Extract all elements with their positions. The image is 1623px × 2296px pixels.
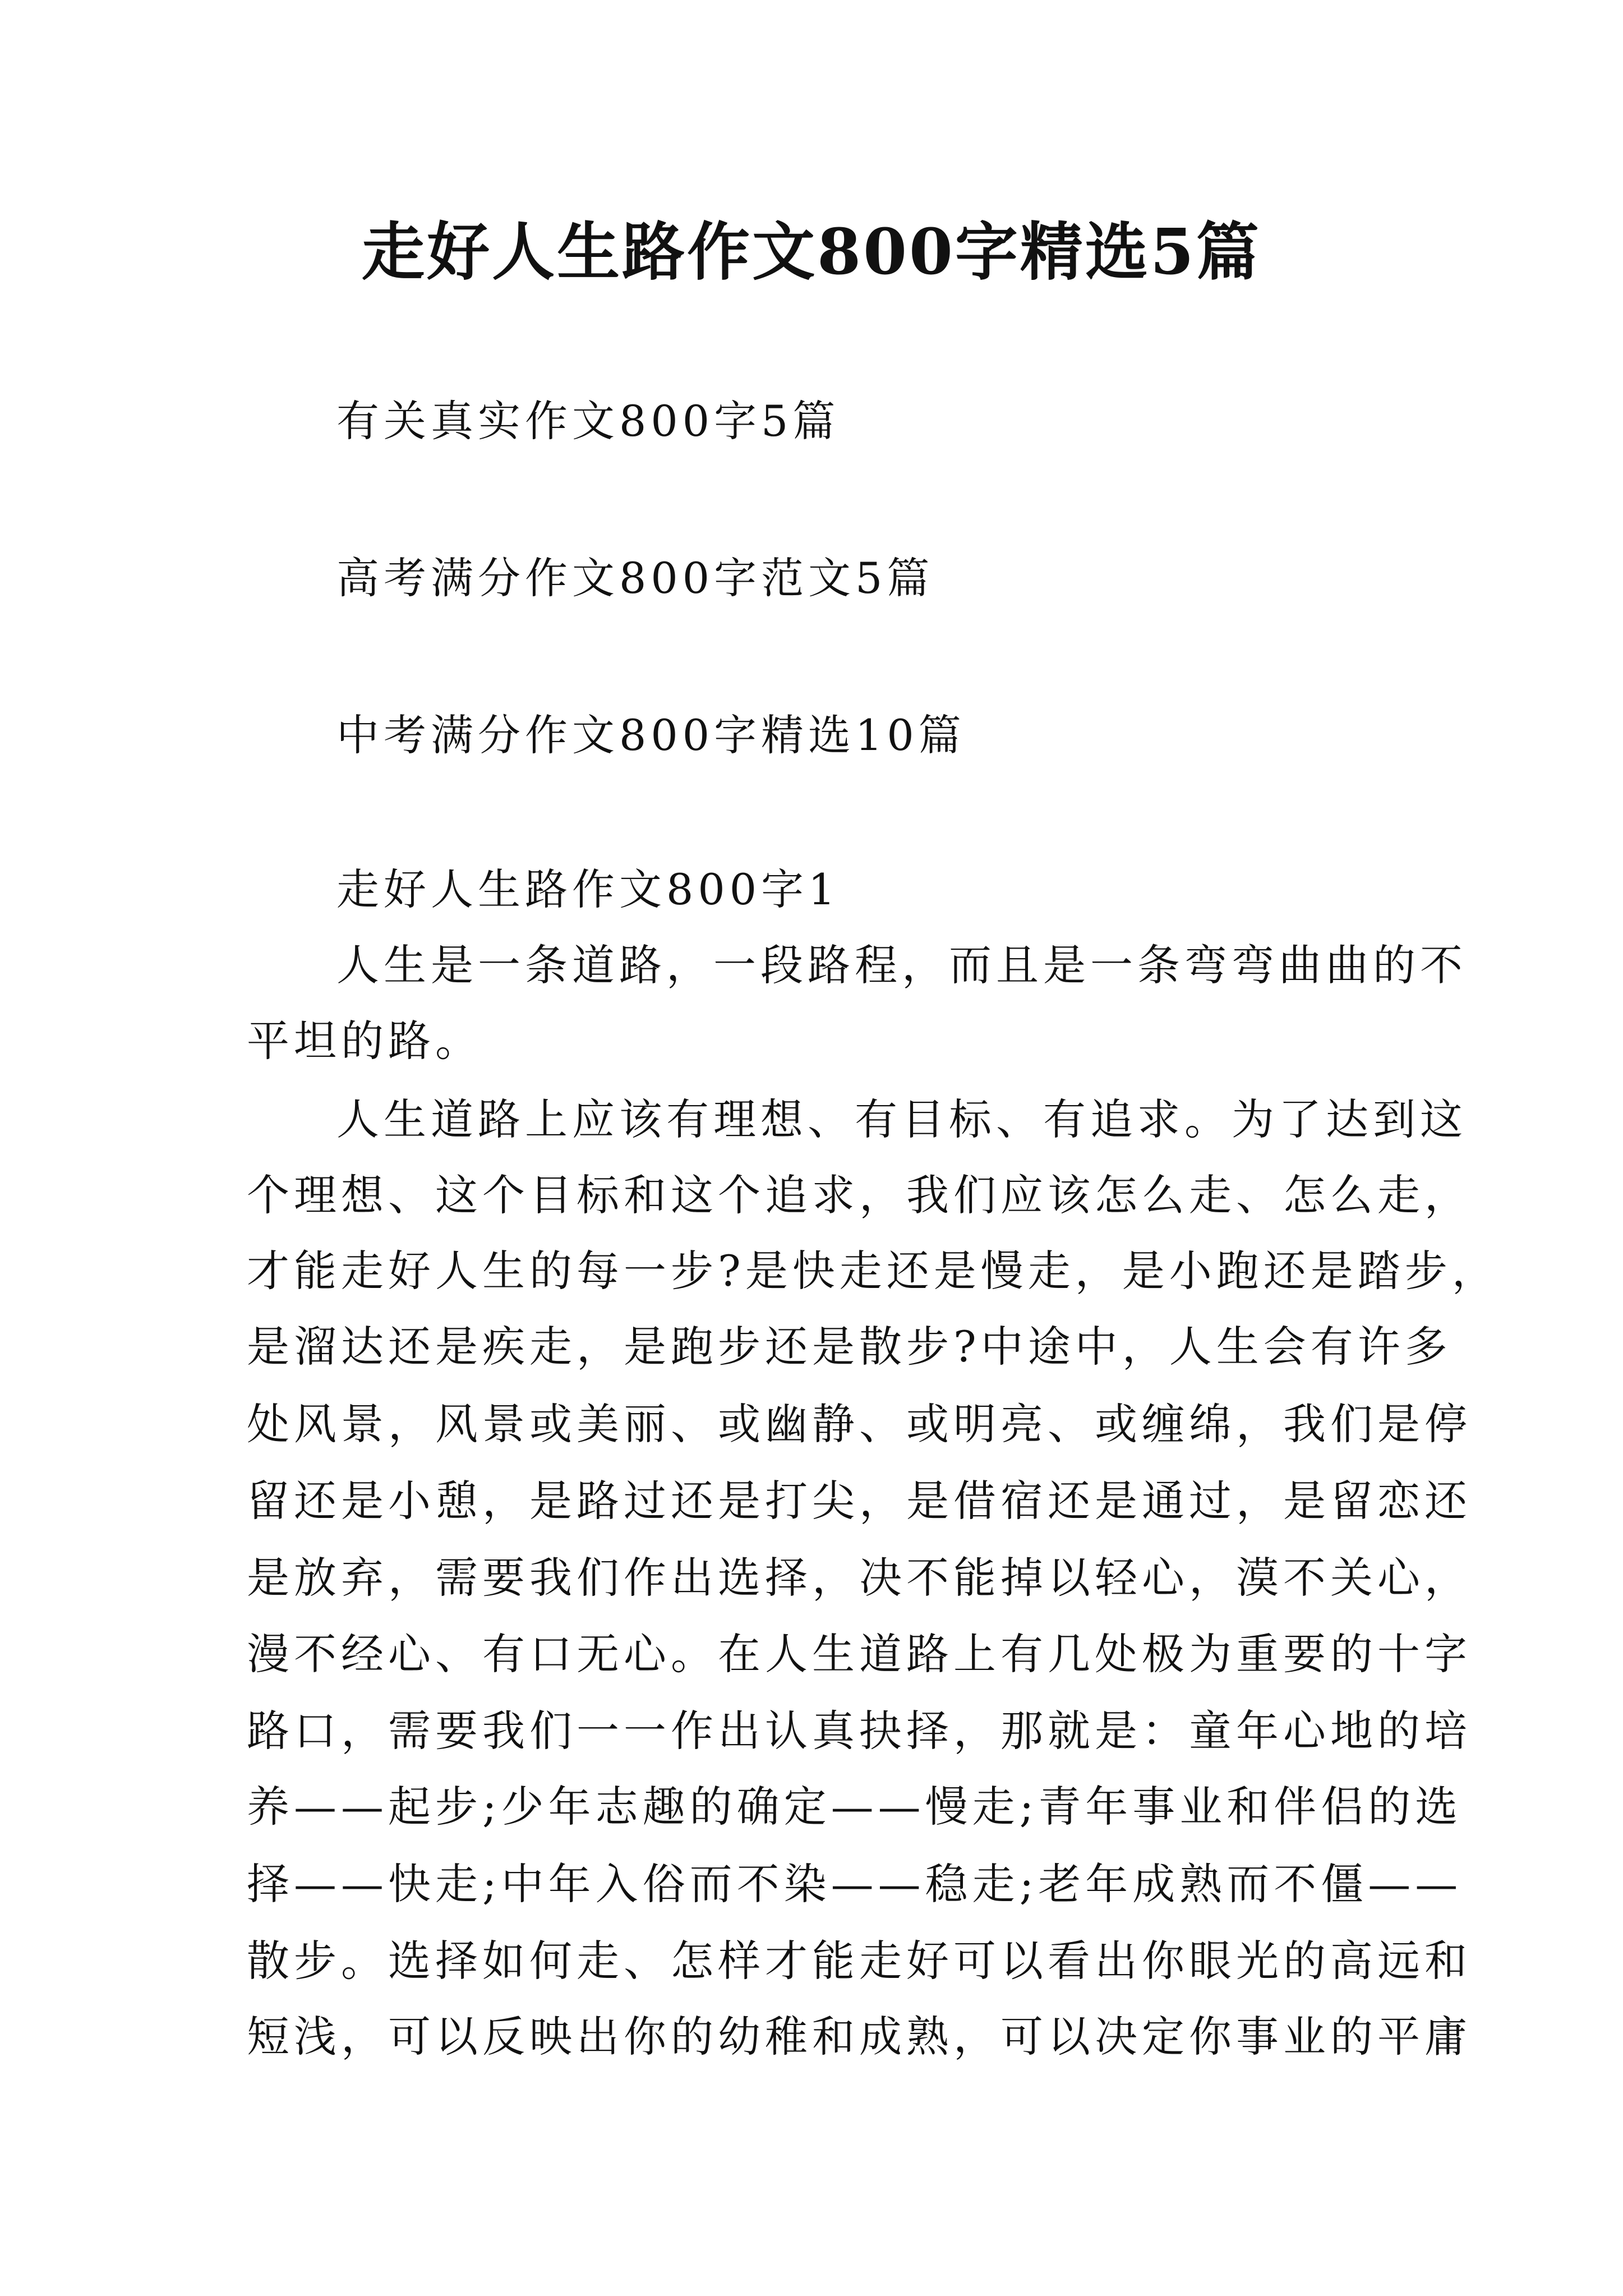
body-line: 才能走好人生的每一步?是快走还是慢走，是小跑还是踏步， [247,1246,1499,1296]
body-line: 择——快走;中年入俗而不染——稳走;老年成熟而不僵—— [247,1859,1463,1909]
body-line: 平坦的路。 [247,1016,482,1066]
related-article-link-3[interactable]: 中考满分作文800字精选10篇 [336,710,966,760]
body-line: 短浅，可以反映出你的幼稚和成熟，可以决定你事业的平庸 [247,2012,1472,2062]
related-article-link-1[interactable]: 有关真实作文800字5篇 [336,396,840,446]
related-article-link-2[interactable]: 高考满分作文800字范文5篇 [336,553,934,603]
body-line: 处风景，风景或美丽、或幽静、或明亮、或缠绵，我们是停 [247,1399,1472,1449]
body-line: 漫不经心、有口无心。在人生道路上有几处极为重要的十字 [247,1629,1472,1679]
document-title: 走好人生路作文800字精选5篇 [362,215,1261,289]
body-line: 留还是小憩，是路过还是打尖，是借宿还是通过，是留恋还 [247,1476,1472,1526]
body-line: 是放弃，需要我们作出选择，决不能掉以轻心，漠不关心， [247,1553,1472,1603]
body-line: 养——起步;少年志趣的确定——慢走;青年事业和伴侣的选 [247,1782,1463,1832]
body-line: 是溜达还是疾走，是跑步还是散步?中途中，人生会有许多 [247,1322,1452,1372]
body-line: 路口，需要我们一一作出认真抉择，那就是：童年心地的培 [247,1706,1472,1756]
body-line: 个理想、这个目标和这个追求，我们应该怎么走、怎么走， [247,1170,1472,1220]
body-line: 人生是一条道路，一段路程，而且是一条弯弯曲曲的不 [336,940,1467,990]
section-heading: 走好人生路作文800字1 [336,864,840,914]
body-line: 人生道路上应该有理想、有目标、有追求。为了达到这 [336,1094,1467,1144]
body-line: 散步。选择如何走、怎样才能走好可以看出你眼光的高远和 [247,1936,1472,1986]
